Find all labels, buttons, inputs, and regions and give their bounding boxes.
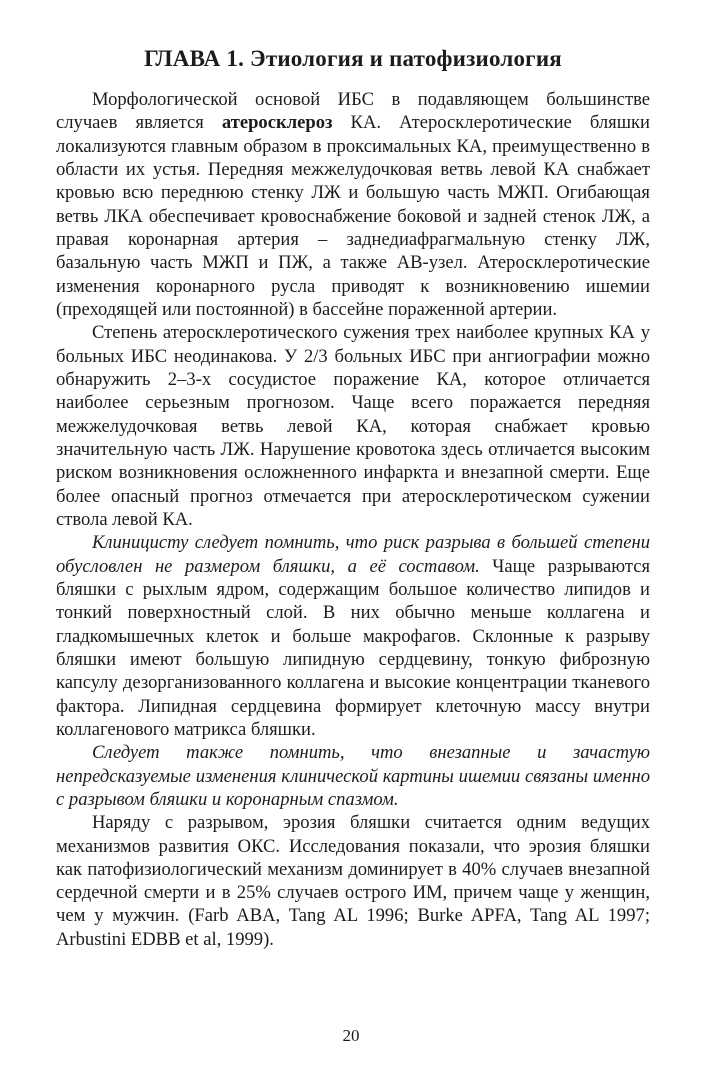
paragraph	[56, 88, 650, 321]
text-run: Клиницисту следует помнить, что риск разрыва в большей степени обусловлен не размером бляшки, а её составом.	[56, 532, 650, 577]
body-text	[56, 88, 650, 951]
paragraph	[56, 811, 650, 951]
text-run: Степень атеросклеротического сужения трех наиболее крупных КА у больных ИБС неодинакова. У 2/3 больных ИБС при ангиографии можно обнаружить 2–3-х сосудистое поражение КА, которое отличается наиболее серьезным прогнозом. Чаще всего поражается передняя межжелудочковая ветвь левой КА, которая снабжает кровью значительную часть ЛЖ. Нарушение кровотока здесь отличается высоким риском возникновения осложненного инфаркта и внезапной смерти. Еще более опасный прогноз отмечается при атеросклеротическом сужении ствола левой КА.	[56, 322, 650, 530]
chapter-title: ГЛАВА 1. Этиология и патофизиология	[144, 46, 562, 71]
text-run: атеросклероз	[221, 112, 333, 134]
page-number: 20	[342, 1026, 360, 1045]
paragraph	[56, 741, 650, 811]
text-run: Чаще разрываются бляшки с рыхлым ядром, содержащим большое количество липидов и тонкий поверхностный слой. В них обычно меньше коллагена и гладкомышечных клеток и больше макрофагов. Склонные к разрыву бляшки имеют большую липидную сердцевину, тонкую фиброзную капсулу дезорганизованного коллагена и высокие концентрации тканевого фактора. Липидная сердцевина формирует клеточную массу внутри коллагенового матрикса бляшки.	[56, 555, 650, 740]
text-run: Следует также помнить, что внезапные и зачастую непредсказуемые изменения клинической картины ишемии связаны именно с разрывом бляшки и коронарным спазмом.	[56, 742, 650, 810]
paragraph	[56, 531, 650, 741]
text-run: Наряду с разрывом, эрозия бляшки считается одним ведущих механизмов развития ОКС. Исследования показали, что эрозия бляшки как патофизиологический механизм доминирует в 40% случаев внезапной сердечной смерти и в 25% случаев острого ИМ, причем чаще у женщин, чем у мужчин. (Farb ABA, Tang AL 1996; Burke APFA, Tang AL 1997; Arbustini EDBB et al, 1999).	[56, 812, 650, 950]
text-run: КА. Атеросклеротические бляшки локализуются главным образом в проксимальных КА, преимущественно в области их устья. Передняя межжелудочковая ветвь левой КА снабжает кровью всю переднюю стенку ЛЖ и большую часть МЖП. Огибающая ветвь ЛКА обеспечивает кровоснабжение боковой и задней стенок ЛЖ, а правая коронарная артерия – заднедиафрагмальную стенку ЛЖ, базальную часть МЖП и ПЖ, а также АВ-узел. Атеросклеротические изменения коронарного русла приводят к возникновению ишемии (преходящей или постоянной) в бассейне пораженной артерии.	[56, 112, 650, 320]
text-run: Морфологической основой ИБС в подавляющем большинстве случаев является	[56, 89, 650, 134]
paragraph	[56, 321, 650, 531]
